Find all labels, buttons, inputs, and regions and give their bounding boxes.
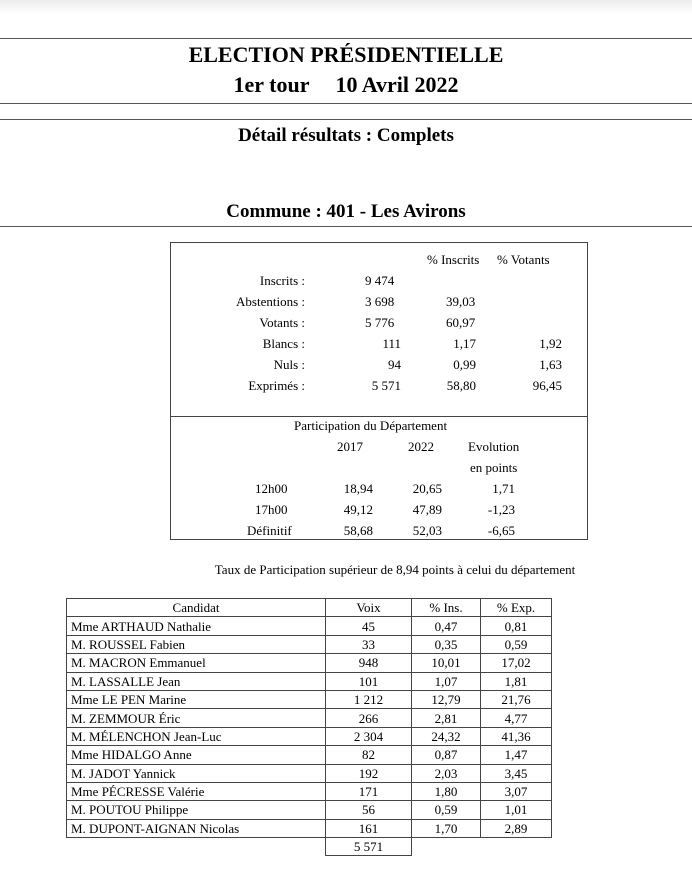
table-row <box>67 819 552 837</box>
table-row <box>67 746 552 764</box>
table-row <box>67 801 552 819</box>
candidate-voix: 45 <box>326 617 412 635</box>
participation-2022: 52,03 <box>412 523 442 538</box>
summary-value: 9 474 <box>365 273 395 288</box>
candidate-voix: 82 <box>326 746 412 764</box>
header-pct-ins: % Ins. <box>412 599 481 617</box>
summary-pct-inscrits: 0,99 <box>453 357 476 372</box>
summary-value: 5 571 <box>371 378 401 393</box>
candidate-name: Mme PÉCRESSE Valérie <box>67 782 326 800</box>
round-label: 1er tour <box>233 72 310 97</box>
candidate-voix: 33 <box>326 635 412 653</box>
candidate-pct-exp: 0,81 <box>481 617 552 635</box>
summary-pct-inscrits: 60,97 <box>446 315 476 330</box>
summary-label: Blancs : <box>262 336 305 351</box>
candidate-pct-exp: 1,47 <box>481 746 552 764</box>
candidate-pct-exp: 17,02 <box>481 654 552 672</box>
table-row <box>67 617 552 635</box>
candidate-pct-exp: 1,01 <box>481 801 552 819</box>
header-candidat: Candidat <box>67 599 326 617</box>
candidate-voix: 56 <box>326 801 412 819</box>
header-voix: Voix <box>326 599 412 617</box>
candidate-name: Mme ARTHAUD Nathalie <box>67 617 326 635</box>
candidate-pct-ins: 1,80 <box>412 782 481 800</box>
participation-note: Taux de Participation supérieur de 8,94 points à celui du département <box>214 562 576 577</box>
summary-label: Votants : <box>259 315 305 330</box>
participation-col-evolution: Evolution <box>468 439 520 454</box>
box-separator <box>171 416 587 417</box>
participation-evolution: -1,23 <box>487 502 515 517</box>
participation-2017: 58,68 <box>343 523 373 538</box>
candidate-voix: 161 <box>326 819 412 837</box>
table-row <box>67 635 552 653</box>
table-row <box>67 709 552 727</box>
candidate-name: M. ZEMMOUR Éric <box>67 709 326 727</box>
participation-row-label: 17h00 <box>255 502 288 517</box>
participation-col-2022: 2022 <box>408 439 434 454</box>
total-voix: 5 571 <box>326 838 412 856</box>
candidate-pct-ins: 2,03 <box>412 764 481 782</box>
candidate-pct-exp: 21,76 <box>481 690 552 708</box>
candidate-name: M. POUTOU Philippe <box>67 801 326 819</box>
summary-value: 111 <box>382 336 401 351</box>
candidate-name: M. MÉLENCHON Jean-Luc <box>67 727 326 745</box>
candidate-pct-ins: 0,35 <box>412 635 481 653</box>
participation-row-label: Définitif <box>247 523 292 538</box>
candidate-voix: 1 212 <box>326 690 412 708</box>
detail-heading: Détail résultats : Complets <box>238 125 454 146</box>
summary-pct-inscrits: 1,17 <box>453 336 476 351</box>
candidate-pct-ins: 24,32 <box>412 727 481 745</box>
table-row <box>67 672 552 690</box>
candidate-pct-exp: 1,81 <box>481 672 552 690</box>
divider <box>0 226 692 227</box>
col-header-pct-inscrits: % Inscrits <box>427 252 480 267</box>
candidate-voix: 2 304 <box>326 727 412 745</box>
participation-2017: 18,94 <box>343 481 373 496</box>
summary-value: 5 776 <box>365 315 395 330</box>
top-shadow-band <box>0 0 692 14</box>
participation-evolution: 1,71 <box>492 481 515 496</box>
candidate-voix: 948 <box>326 654 412 672</box>
participation-row-label: 12h00 <box>255 481 288 496</box>
participation-2017: 49,12 <box>343 502 373 517</box>
election-date: 10 Avril 2022 <box>335 72 459 97</box>
candidate-pct-ins: 1,70 <box>412 819 481 837</box>
candidate-name: M. JADOT Yannick <box>67 764 326 782</box>
candidate-name: Mme HIDALGO Anne <box>67 746 326 764</box>
candidate-voix: 101 <box>326 672 412 690</box>
candidate-pct-ins: 0,47 <box>412 617 481 635</box>
candidate-pct-exp: 3,45 <box>481 764 552 782</box>
candidate-pct-ins: 12,79 <box>412 690 481 708</box>
participation-2022: 47,89 <box>412 502 442 517</box>
summary-value: 94 <box>388 357 401 372</box>
header-pct-exp: % Exp. <box>481 599 552 617</box>
candidate-pct-exp: 41,36 <box>481 727 552 745</box>
commune-heading: Commune : 401 - Les Avirons <box>226 201 466 222</box>
summary-label: Exprimés : <box>248 378 305 393</box>
candidate-name: M. DUPONT-AIGNAN Nicolas <box>67 819 326 837</box>
summary-pct-votants: 96,45 <box>532 378 562 393</box>
participation-title: Participation du Département <box>294 418 448 433</box>
candidate-name: M. MACRON Emmanuel <box>67 654 326 672</box>
summary-box <box>170 242 588 540</box>
divider <box>0 38 692 39</box>
candidate-pct-ins: 0,87 <box>412 746 481 764</box>
candidate-name: M. LASSALLE Jean <box>67 672 326 690</box>
total-row <box>67 838 552 856</box>
summary-pct-votants: 1,63 <box>539 357 562 372</box>
table-row <box>67 654 552 672</box>
candidate-voix: 192 <box>326 764 412 782</box>
summary-pct-inscrits: 58,80 <box>446 378 476 393</box>
candidate-pct-exp: 0,59 <box>481 635 552 653</box>
candidate-pct-exp: 2,89 <box>481 819 552 837</box>
divider <box>0 119 692 120</box>
summary-label: Nuls : <box>273 357 305 372</box>
table-row <box>67 727 552 745</box>
table-row <box>67 782 552 800</box>
summary-label: Inscrits : <box>259 273 305 288</box>
summary-label: Abstentions : <box>236 294 305 309</box>
results-table <box>66 598 552 856</box>
candidate-pct-exp: 4,77 <box>481 709 552 727</box>
summary-pct-votants: 1,92 <box>539 336 562 351</box>
round-and-date <box>0 72 692 98</box>
candidate-pct-exp: 3,07 <box>481 782 552 800</box>
participation-2022: 20,65 <box>412 481 442 496</box>
page-title: ELECTION PRÉSIDENTIELLE <box>188 42 504 67</box>
summary-pct-inscrits: 39,03 <box>446 294 476 309</box>
table-row <box>67 690 552 708</box>
candidate-pct-ins: 1,07 <box>412 672 481 690</box>
candidate-pct-ins: 2,81 <box>412 709 481 727</box>
candidate-pct-ins: 10,01 <box>412 654 481 672</box>
summary-value: 3 698 <box>365 294 395 309</box>
col-header-pct-votants: % Votants <box>497 252 550 267</box>
participation-col-evolution-unit: en points <box>470 460 518 475</box>
candidate-pct-ins: 0,59 <box>412 801 481 819</box>
table-row <box>67 764 552 782</box>
candidate-name: M. ROUSSEL Fabien <box>67 635 326 653</box>
candidate-name: Mme LE PEN Marine <box>67 690 326 708</box>
divider <box>0 103 692 104</box>
candidate-voix: 171 <box>326 782 412 800</box>
candidate-voix: 266 <box>326 709 412 727</box>
results-header-row <box>67 599 552 617</box>
participation-col-2017: 2017 <box>337 439 363 454</box>
participation-evolution: -6,65 <box>487 523 515 538</box>
